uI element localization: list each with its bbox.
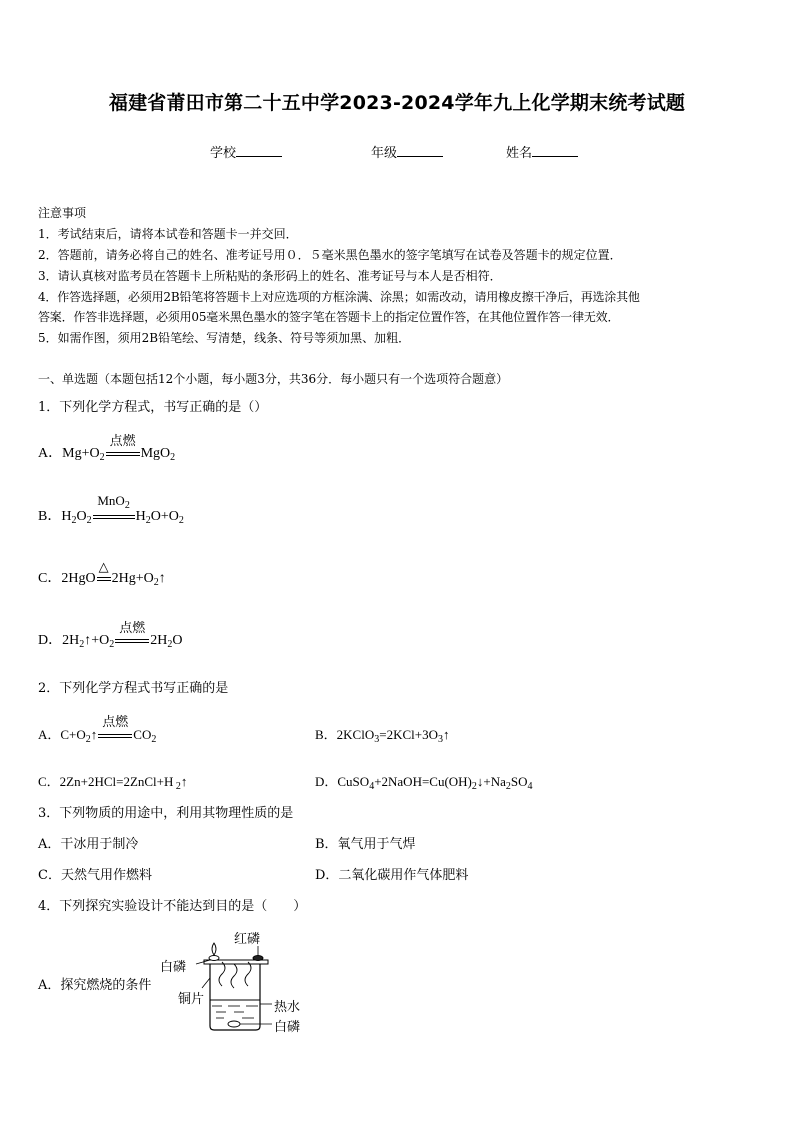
notes-heading: 注意事项 <box>38 206 87 220</box>
q3-option-b[interactable]: B．氧气用于气焊 <box>315 837 416 852</box>
q2-b-text: 2KClO <box>336 727 375 742</box>
q2-a-left: C+O <box>60 727 86 742</box>
grade-label: 年级 <box>371 146 398 161</box>
name-field <box>506 142 578 161</box>
school-label: 学校 <box>210 146 237 161</box>
label-red-phosphorus: 红磷 <box>234 932 261 947</box>
q1-option-d[interactable]: D．$2H_2↑+O_2$ 点燃 $2H_2O$ <box>38 629 183 650</box>
q1-d-left: 2H <box>62 633 80 648</box>
q2-c-text: 2Zn+2HCl=2ZnCl+H <box>59 774 174 789</box>
q1-stem: 1．下列化学方程式，书写正确的是（） <box>38 400 268 415</box>
q1-option-a[interactable]: A．$Mg+O_2$ 点燃 MgO$_2$ <box>38 442 175 463</box>
q4-option-a[interactable]: A．探究燃烧的条件 <box>38 978 152 993</box>
note-item-5: 5．如需作图，须用2B铅笔绘、写清楚，线条、符号等须加黑、加粗． <box>38 331 411 345</box>
q1-option-b[interactable]: B．$H_2O_2$ MnO$_2$ $H_2O+O_2$ <box>38 493 184 526</box>
q1-option-c[interactable]: C．2HgO △ $2Hg+O_2↑$ <box>38 559 166 588</box>
note-item-4: 4．作答选择题，必须用2B铅笔将答题卡上对应选项的方框涂满、涂黑；如需改动，请用橡皮擦干净后，再选涂其他 <box>38 290 640 304</box>
page-title: 福建省莆田市第二十五中学2023-2024学年九上化学期末统考试题 <box>108 92 686 114</box>
school-field <box>210 142 282 161</box>
note-item-1: 1．考试结束后，请将本试卷和答题卡一并交回． <box>38 227 298 241</box>
q2-a-label: A． <box>38 727 61 742</box>
q2-d-text: CuSO <box>337 774 370 789</box>
q1-c-cond: △ <box>98 559 109 574</box>
q1-c-label: C． <box>38 571 62 586</box>
label-hot-water: 热水 <box>274 1000 301 1015</box>
name-label: 姓名 <box>506 146 533 161</box>
q1-b-cond: MnO <box>97 493 125 508</box>
q3-option-d[interactable]: D．二氧化碳用作气体肥料 <box>315 868 469 883</box>
q4-stem: 4．下列探究实验设计不能达到目的是（ ） <box>38 899 307 914</box>
q2-c-label: C． <box>38 774 60 789</box>
q2-b-label: B． <box>315 727 337 742</box>
q2-option-a[interactable]: A．$C+O_2↑$ 点燃 $CO_2$ <box>38 724 156 745</box>
school-blank[interactable] <box>236 144 282 157</box>
q2-a-cond: 点燃 <box>102 714 129 729</box>
q1-c-left: 2HgO <box>61 571 96 586</box>
q2-d-label: D． <box>315 774 338 789</box>
q1-b-right: H <box>135 509 146 524</box>
q1-d-label: D． <box>38 633 63 648</box>
q1-d-right: 2H <box>150 633 168 648</box>
q1-b-left: H <box>61 509 72 524</box>
q1-a-right: MgO <box>140 446 171 461</box>
combustion-apparatus-figure <box>160 926 320 1036</box>
q3-option-a[interactable]: A．干冰用于制冷 <box>38 837 139 852</box>
q2-option-b[interactable]: B．$2KClO_3=2KCl+3O_3↑$ <box>315 727 450 745</box>
note-item-2: 2．答题前，请务必将自己的姓名、准考证号用０．５毫米黑色墨水的签字笔填写在试卷及答题卡的规定位置． <box>38 248 622 262</box>
q3-option-c[interactable]: C．天然气用作燃料 <box>38 868 152 883</box>
q3-stem: 3．下列物质的用途中，利用其物理性质的是 <box>38 806 294 821</box>
q2-a-right: CO <box>133 727 152 742</box>
grade-field <box>371 142 443 161</box>
q1-a-label: A． <box>38 446 63 461</box>
note-item-4-cont: 答案．作答非选择题，必须用05毫米黑色墨水的签字笔在答题卡上的指定位置作答，在其他位置作答一律无效． <box>38 310 620 324</box>
label-white-phosphorus-top: 白磷 <box>160 960 187 975</box>
grade-blank[interactable] <box>397 144 443 157</box>
label-white-phosphorus-bottom: 白磷 <box>274 1020 301 1035</box>
q1-c-right: 2Hg+O <box>111 571 154 586</box>
section-heading: 一、单选题（本题包括12个小题，每小题3分，共36分．每小题只有一个选项符合题意） <box>38 372 509 386</box>
q1-a-cond: 点燃 <box>109 433 136 448</box>
q2-option-c[interactable]: C．2Zn+2HCl=2ZnCl+H $_2$↑ <box>38 774 188 792</box>
q2-option-d[interactable]: D．$CuSO_4+2NaOH=Cu(OH)_2↓+Na_2SO_4$ <box>315 774 533 792</box>
q2-stem: 2．下列化学方程式书写正确的是 <box>38 681 229 696</box>
note-item-3: 3．请认真核对监考员在答题卡上所粘贴的条形码上的姓名、准考证号与本人是否相符． <box>38 269 502 283</box>
name-blank[interactable] <box>532 144 578 157</box>
q1-d-cond: 点燃 <box>119 620 146 635</box>
label-copper-plate: 铜片 <box>178 992 205 1007</box>
q1-a-left: Mg+O <box>62 446 100 461</box>
q1-b-label: B． <box>38 509 62 524</box>
